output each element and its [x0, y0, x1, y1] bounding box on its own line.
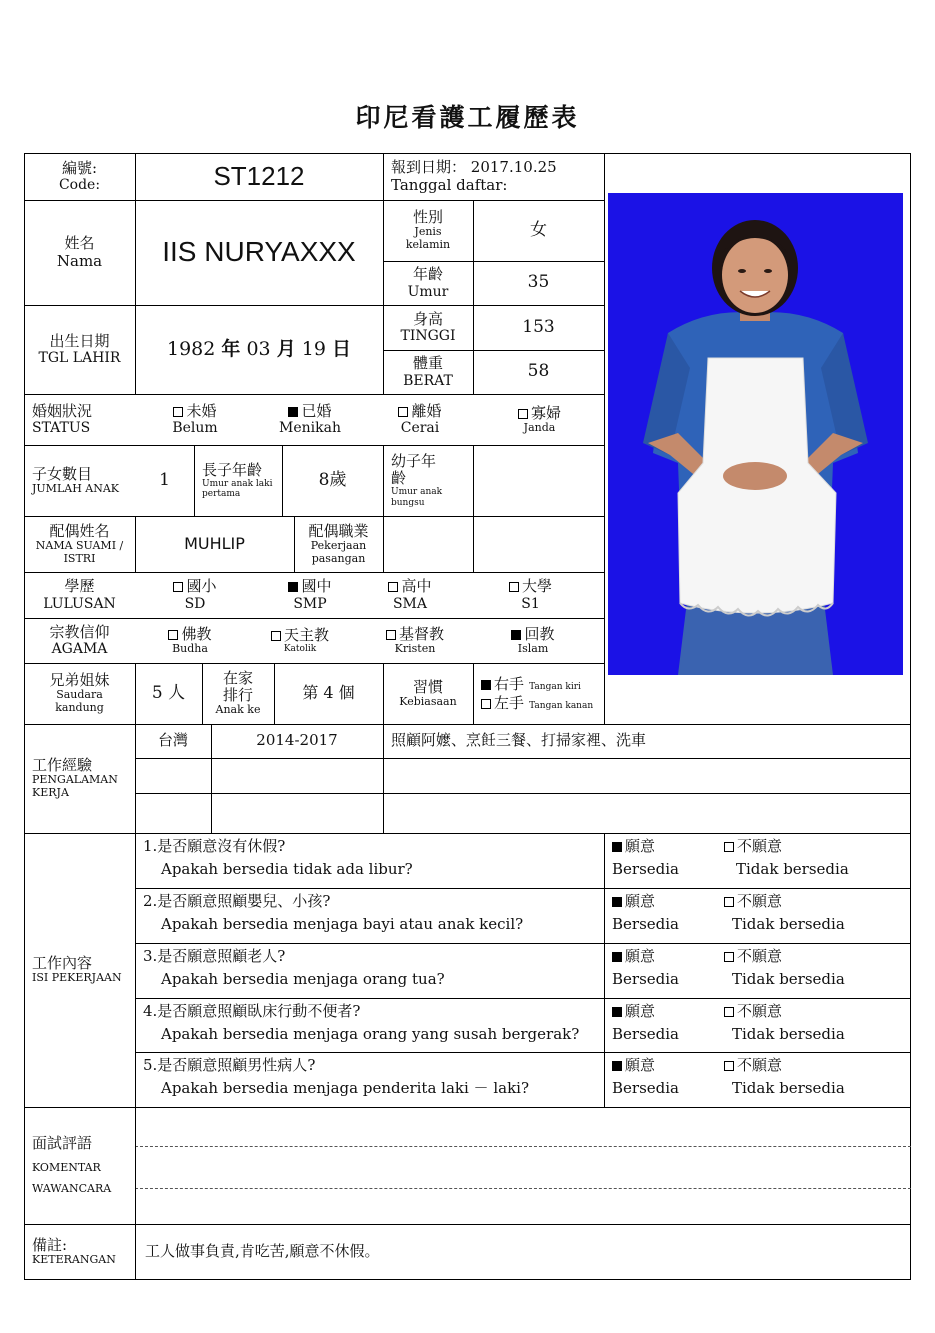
checkbox-icon — [386, 630, 396, 640]
checkbox-icon — [724, 1007, 734, 1017]
answer-no[interactable]: 不願意 Tidak bersedia — [724, 835, 849, 881]
experience-period — [211, 758, 383, 793]
checkbox-icon — [481, 699, 491, 709]
code-value: ST1212 — [213, 160, 305, 191]
youngest-age-label: 幼子年齡 Umur anak bungsu — [391, 451, 443, 508]
rank-label: 在家 排行 Anak ke — [215, 668, 261, 717]
marital-option-divorced[interactable]: 離婚 Cerai — [365, 394, 475, 445]
checkbox-checked-icon — [612, 897, 622, 907]
work-question: 5.是否願意照顧男性病人? Apakah bersedia menjaga penderita laki － laki? — [143, 1056, 529, 1097]
eldest-age-label: 長子年齡 Umur anak laki pertama — [202, 460, 273, 500]
spouse-label: 配偶姓名 NAMA SUAMI / ISTRI — [35, 521, 124, 565]
checkbox-icon — [724, 1061, 734, 1071]
spouse-name-value: MUHLIP — [184, 533, 245, 553]
education-option-smp[interactable]: 國中 SMP — [255, 572, 365, 618]
answer-yes[interactable]: 願意 Bersedia — [612, 1056, 679, 1097]
checkbox-icon — [271, 631, 281, 641]
checkbox-icon — [398, 407, 408, 417]
eldest-age-value: 8歲 — [318, 469, 347, 490]
checkbox-icon — [518, 409, 528, 419]
remark-label: 備註: KETERANGAN — [32, 1236, 116, 1267]
gender-value: 女 — [530, 219, 547, 240]
applicant-photo — [608, 193, 903, 675]
marital-option-single[interactable]: 未婚 Belum — [172, 401, 218, 437]
siblings-label: 兄弟姐妹 Saudara kandung — [49, 671, 110, 715]
experience-label: 工作經驗 PENGALAMAN KERJA — [32, 756, 118, 800]
checkbox-checked-icon — [612, 1007, 622, 1017]
answer-no[interactable]: 不願意 Tidak bersedia — [724, 890, 845, 936]
spouse-job-value — [383, 516, 473, 572]
checkbox-icon — [168, 630, 178, 640]
age-value: 35 — [527, 272, 550, 293]
religion-option-budha[interactable]: 佛教 Budha — [135, 618, 245, 663]
experience-duty — [383, 758, 910, 793]
person-illustration — [608, 193, 903, 675]
checkbox-icon — [724, 952, 734, 962]
answer-yes[interactable]: 願意 Bersedia — [612, 947, 679, 988]
gender-label: 性別 Jenis kelamin — [405, 208, 451, 252]
spouse-job-label: 配偶職業 Pekerjaan pasangan — [308, 521, 369, 565]
education-option-s1[interactable]: 大學 S1 — [475, 572, 586, 618]
checkbox-checked-icon — [511, 630, 521, 640]
checkbox-checked-icon — [288, 582, 298, 592]
habit-options — [473, 663, 604, 724]
code-label: 編號: Code: — [58, 158, 101, 194]
page-title: 印尼看護工履歷表 — [355, 103, 580, 132]
height-label: 身高 TINGGI — [400, 309, 456, 345]
remark-value: 工人做事負責,肯吃苦,願意不休假。 — [145, 1242, 380, 1261]
experience-country: 台灣 — [157, 731, 188, 750]
experience-duty: 照顧阿嬤、烹飪三餐、打掃家裡、洗車 — [391, 731, 647, 750]
checkbox-icon — [509, 582, 519, 592]
checkbox-checked-icon — [612, 1061, 622, 1071]
work-label: 工作內容 ISI PEKERJAAN — [32, 954, 122, 985]
checkbox-checked-icon — [481, 680, 491, 690]
siblings-value: 5 人 — [151, 682, 186, 703]
rank-value: 第 4 個 — [302, 683, 355, 703]
marital-option-widow[interactable]: 寡婦 Janda — [475, 394, 604, 445]
youngest-age-value — [473, 445, 604, 516]
experience-duty — [383, 793, 910, 833]
marital-label: 婚姻狀況 STATUS — [32, 401, 93, 437]
checkbox-checked-icon — [612, 842, 622, 852]
habit-option-right[interactable]: 右手 Tangan kiri — [481, 675, 581, 693]
habit-label: 習慣 Kebiasaan — [399, 677, 457, 708]
experience-period — [211, 793, 383, 833]
experience-country — [135, 758, 211, 793]
work-question: 2.是否願意照顧嬰兒、小孩? Apakah bersedia menjaga bayi atau anak kecil? — [143, 892, 524, 933]
work-question: 4.是否願意照顧臥床行動不便者? Apakah bersedia menjaga orang yang susah bergerak? — [143, 1002, 580, 1043]
interview-label: 面試評語 KOMENTAR WAWANCARA — [32, 1134, 112, 1196]
weight-value: 58 — [527, 361, 550, 382]
work-question: 3.是否願意照顧老人? Apakah bersedia menjaga orang tua? — [143, 947, 445, 988]
marital-option-married[interactable]: 已婚 Menikah — [279, 401, 341, 437]
experience-country — [135, 793, 211, 833]
religion-option-kristen[interactable]: 基督教 Kristen — [355, 618, 475, 663]
answer-no[interactable]: 不願意 Tidak bersedia — [724, 1000, 845, 1046]
answer-yes[interactable]: 願意 Bersedia — [612, 837, 679, 878]
birth-value: 1982 年 03 月 19 日 — [166, 337, 351, 360]
age-label: 年齡 Umur — [407, 265, 449, 300]
report-date: 報到日期： 2017.10.25 Tanggal daftar: — [391, 158, 557, 194]
religion-option-islam[interactable]: 回教 Islam — [475, 618, 591, 663]
weight-label: 體重 BERAT — [403, 354, 453, 389]
education-option-sd[interactable]: 國小 SD — [135, 572, 255, 618]
height-value: 153 — [522, 316, 555, 337]
checkbox-checked-icon — [612, 952, 622, 962]
education-option-sma[interactable]: 高中 SMA — [355, 572, 465, 618]
answer-no[interactable]: 不願意 Tidak bersedia — [724, 1054, 845, 1100]
checkbox-icon — [724, 897, 734, 907]
checkbox-checked-icon — [288, 407, 298, 417]
children-value: 1 — [159, 469, 170, 490]
name-value: IIS NURYAXXX — [162, 236, 356, 268]
children-label: 子女數目 JUMLAH ANAK — [32, 464, 120, 495]
checkbox-icon — [173, 407, 183, 417]
answer-no[interactable]: 不願意 Tidak bersedia — [724, 945, 845, 991]
education-label: 學歷 LULUSAN — [43, 577, 116, 612]
checkbox-icon — [388, 582, 398, 592]
work-question: 1.是否願意沒有休假? Apakah bersedia tidak ada libur? — [143, 837, 413, 878]
checkbox-icon — [173, 582, 183, 592]
checkbox-icon — [724, 842, 734, 852]
experience-period: 2014-2017 — [256, 731, 338, 750]
answer-yes[interactable]: 願意 Bersedia — [612, 1002, 679, 1043]
religion-label: 宗教信仰 AGAMA — [49, 622, 110, 658]
habit-option-left[interactable]: 左手 Tangan kanan — [481, 694, 593, 712]
name-label: 姓名 Nama — [56, 234, 103, 270]
birth-label: 出生日期 TGL LAHIR — [38, 331, 121, 367]
answer-yes[interactable]: 願意 Bersedia — [612, 892, 679, 933]
religion-option-katolik[interactable]: 天主教 Katolik — [245, 618, 355, 663]
